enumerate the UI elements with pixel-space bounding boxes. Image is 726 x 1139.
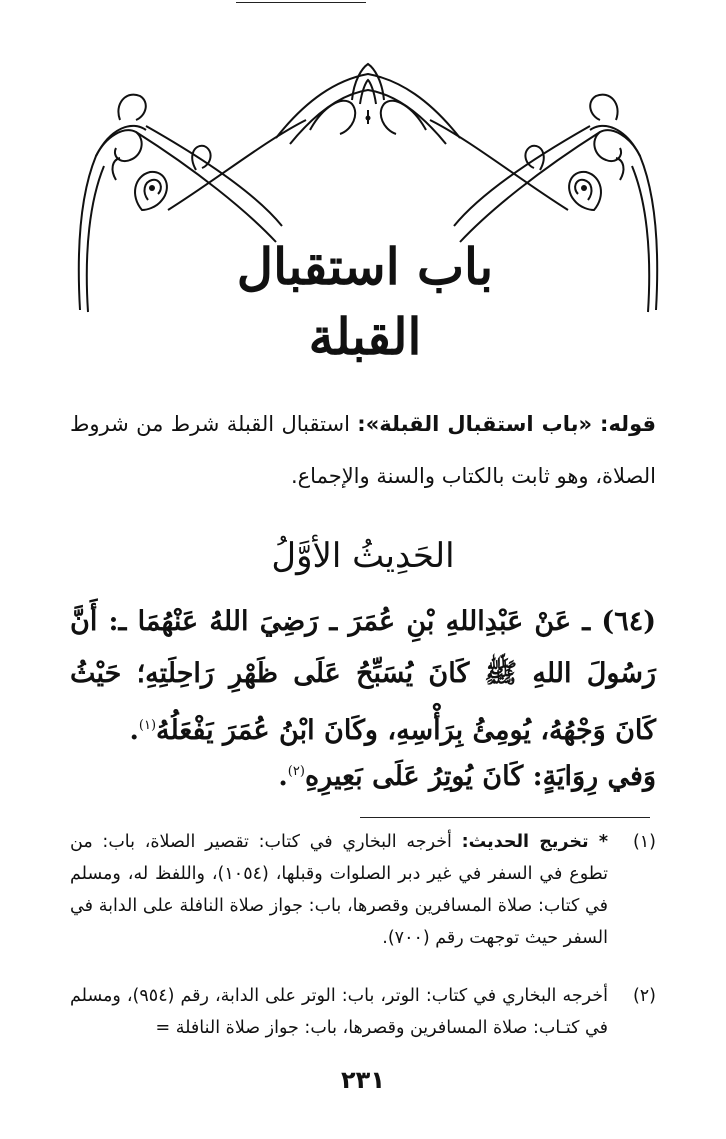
footnote-ref-1[interactable]: (١) [138,718,157,733]
footnote [70,826,656,954]
footnote-body: أخرجه البخاري في كتاب: تقصير الصلاة، باب: من تطوع في السفر في غير دبر الصلوات وقبلها، (١٠٥٤)، واللفظ له، ومسلم في كتاب: صلاة المسافرين وقصرها، باب: جواز صلاة النافلة على الدابة في السفر حيث توجهت رقم (٧٠٠). [70,832,609,948]
footnote-text [70,980,608,1044]
hadith-riwaya-text: وَفي رِوَايَةٍ: كَانَ يُوتِرُ عَلَى بَعِيرِهِ [304,761,656,792]
footnote-text [70,826,608,954]
footnote-number: (١) [632,832,656,852]
hadith-riwaya [70,746,656,803]
footnote-body: أخرجه البخاري في كتاب: الوتر، باب: الوتر على الدابة، رقم (٩٥٤)، ومسلم في كتـاب: صلاة المسافرين وقصرها، باب: جواز صلاة النافلة = [70,986,608,1038]
top-rule [236,2,366,3]
footnote-ref-2[interactable]: (٢) [287,764,305,779]
hadith-riwaya-end: . [278,761,288,792]
page-number: ٢٣١ [341,1066,385,1094]
intro-paragraph [70,398,656,502]
hadith-main-text: (٦٤) ـ عَنْ عَبْدِاللهِ بْنِ عُمَرَ ـ رَضِيَ اللهُ عَنْهُمَا ـ: أَنَّ رَسُولَ اللهِ ﷺ كَانَ يُسَبِّحُ عَلَى ظَهْرِ رَاحِلَتِهِ؛ حَيْثُ كَانَ وَجْهُهُ، يُومِئُ بِرَأْسِهِ، وكَانَ ابْنُ عُمَرَ يَفْعَلُهُ [70,606,656,746]
intro-lead: قوله: «باب استقبال القبلة»: [357,412,656,436]
footnote-number: (٢) [632,986,656,1006]
intro-text: استقبال القبلة شرط من شروط الصلاة، وهو ثابت بالكتاب والسنة والإجماع. [70,412,656,488]
hadith-main-end: . [129,715,139,746]
footnote-lead: * تخريج الحديث: [461,832,608,852]
hadith-heading: الحَدِيثُ الأوَّلُ [271,536,455,576]
footnote [70,980,656,1044]
footnote-separator [360,817,650,818]
chapter-title: باب استقبال القبلة [236,237,494,366]
hadith-text [70,596,656,757]
